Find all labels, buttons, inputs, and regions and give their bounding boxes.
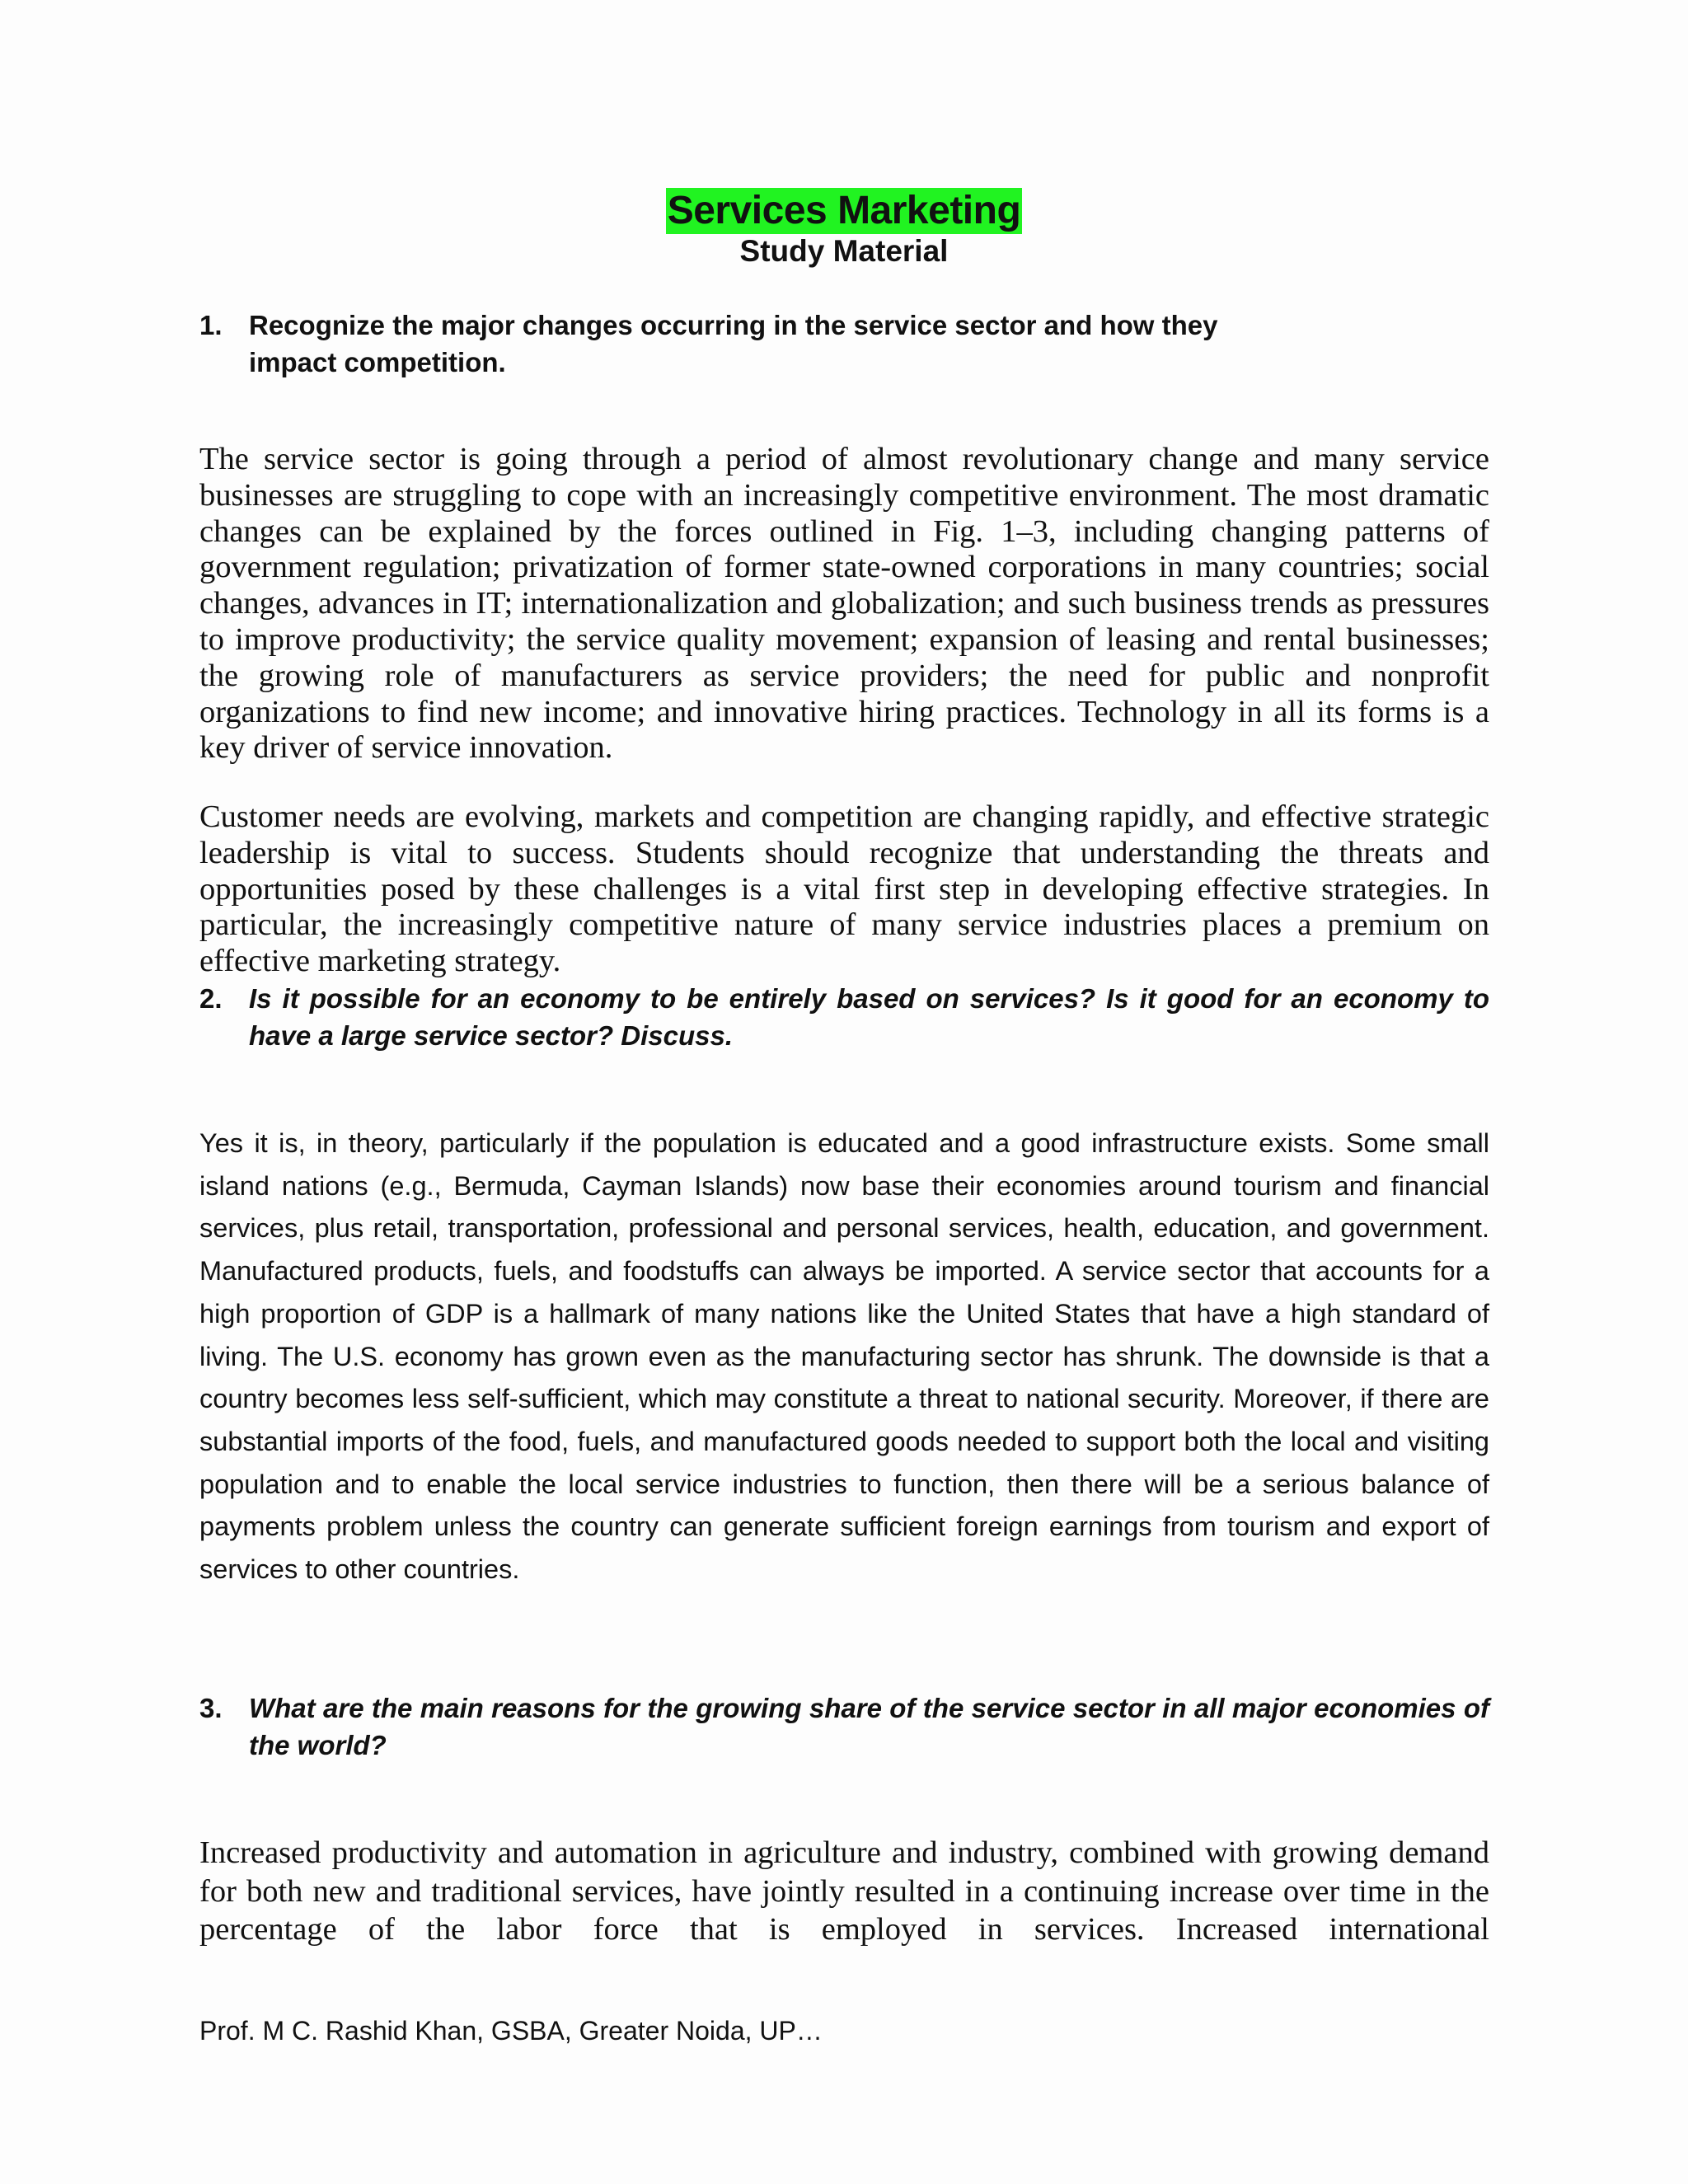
question-3-number: 3. <box>199 1693 223 1723</box>
section-2-paragraph-1: Yes it is, in theory, particularly if the population is educated and a good infrastructure exists. Some small island nations (e.g., Bermuda, Cayman Islands) now base their economies around tourism and financial services, plus retail, transportation, professional and personal services, health, education, and government. Manufactured products, fuels, and foodstuffs can always be imported. A service sector that accounts for a high proportion of GDP is a hallmark of many nations like the United States that have a high standard of living. The U.S. economy has grown even as the manufacturing sector has shrunk. The downside is that a country becomes less self-sufficient, which may constitute a threat to national security. Moreover, if there are substantial imports of the food, fuels, and manufactured goods needed to support both the local and visiting population and to enable the local service industries to function, then there will be a serious balance of payments problem unless the country can generate sufficient foreign earnings from tourism and export of services to other countries. <box>199 1128 1489 1585</box>
page-footer: Prof. M C. Rashid Khan, GSBA, Greater Noida, UP… <box>199 2016 823 2046</box>
question-3 <box>199 1690 1489 1764</box>
question-1-number: 1. <box>199 310 223 340</box>
section-1-paragraph-2: Customer needs are evolving, markets and competition are changing rapidly, and effective strategic leadership is vital to success. Students should recognize that understanding the threats and opportunities posed by these challenges is a vital first step in developing effective strategies. In particular, the increasingly competitive nature of many service industries places a premium on effective marketing strategy. <box>199 799 1489 979</box>
question-1-text: Recognize the major changes occurring in the service sector and how they impact competition. <box>249 310 1218 377</box>
question-1 <box>199 307 1221 381</box>
section-3-paragraph-1: Increased productivity and automation in agriculture and industry, combined with growing demand for both new and traditional services, have jointly resulted in a continuing increase over time in the percentage of the labor force that is employed in services. Increased international <box>199 1835 1489 1947</box>
page-title: Services Marketing <box>667 189 1021 232</box>
question-2-number: 2. <box>199 983 223 1014</box>
page-subtitle: Study Material <box>739 234 949 268</box>
title-block <box>0 188 1688 270</box>
question-3-text: What are the main reasons for the growing share of the service sector in all major economies of the world? <box>249 1693 1489 1760</box>
question-2-text: Is it possible for an economy to be entirely based on services? Is it good for an economy to have a large service sector? Discuss. <box>249 983 1489 1051</box>
question-2 <box>199 980 1489 1054</box>
section-1-paragraph-1: The service sector is going through a period of almost revolutionary change and many service businesses are struggling to cope with an increasingly competitive environment. The most dramatic changes can be explained by the forces outlined in Fig. 1–3, including changing patterns of government regulation; privatization of former state-owned corporations in many countries; social changes, advances in IT; internationalization and globalization; and such business trends as pressures to improve productivity; the service quality movement; expansion of leasing and rental businesses; the growing role of manufacturers as service providers; the need for public and nonprofit organizations to find new income; and innovative hiring practices. Technology in all its forms is a key driver of service innovation. <box>199 442 1489 766</box>
